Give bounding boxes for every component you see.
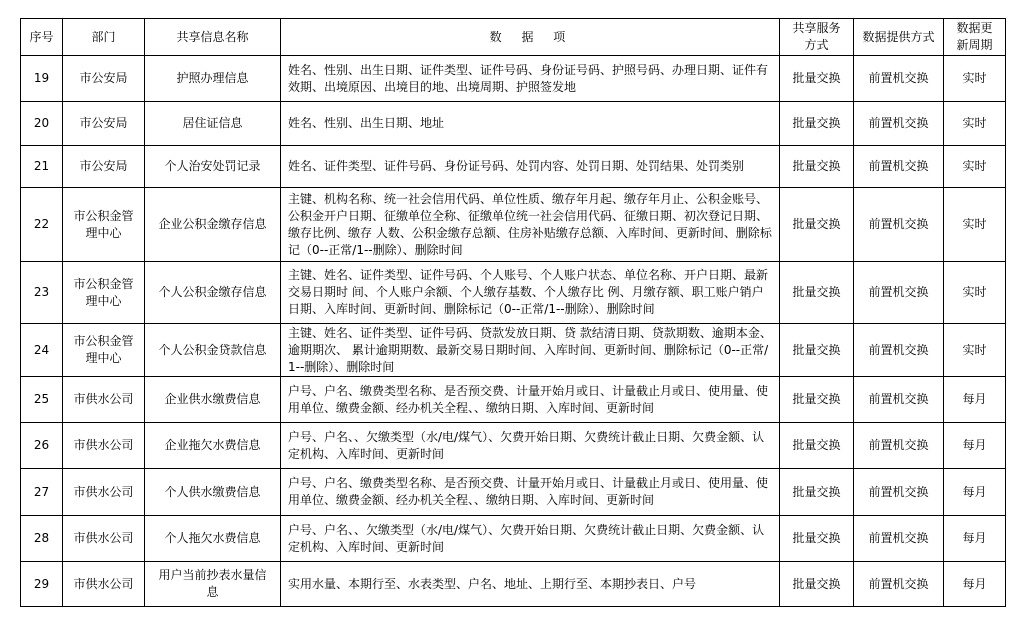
header-cycle: 数据更新周期 [944,19,1006,56]
service-cell: 批量交换 [780,377,854,423]
seq-cell: 20 [21,102,63,146]
provide-cell: 前置机交换 [854,188,944,262]
provide-cell: 前置机交换 [854,262,944,324]
dept-cell: 市供水公司 [63,562,145,607]
items-cell: 户号、户名、缴费类型名称、是否预交费、计量开始月或日、计量截止月或日、使用量、使用单位、缴费金额、经办机关全程、、缴纳日期、入库时间、更新时间 [281,377,780,423]
header-name: 共享信息名称 [145,19,281,56]
seq-cell: 19 [21,56,63,102]
name-cell: 居住证信息 [145,102,281,146]
name-cell: 护照办理信息 [145,56,281,102]
dept-cell: 市公积金管理中心 [63,324,145,377]
dept-cell: 市供水公司 [63,423,145,469]
name-cell: 个人公积金贷款信息 [145,324,281,377]
items-cell: 主键、姓名、证件类型、证件号码、个人账号、个人账户状态、单位名称、开户日期、最新交易日期时 间、个人账户余额、个人缴存基数、个人缴存比 例、月缴存额、职工账户销户日期、入库时间、更新时间、删除标记（0--正常/1--删除）、删除时间 [281,262,780,324]
seq-cell: 28 [21,516,63,562]
service-cell: 批量交换 [780,562,854,607]
seq-cell: 27 [21,469,63,516]
table-row [21,262,1006,324]
table-row [21,423,1006,469]
dept-cell: 市供水公司 [63,516,145,562]
seq-cell: 29 [21,562,63,607]
dept-cell: 市公安局 [63,56,145,102]
table-row [21,377,1006,423]
name-cell: 个人拖欠水费信息 [145,516,281,562]
items-cell: 实用水量、本期行至、水表类型、户名、地址、上期行至、本期抄表日、户号 [281,562,780,607]
provide-cell: 前置机交换 [854,102,944,146]
items-cell: 户号、户名、、欠缴类型（水/电/煤气）、欠费开始日期、欠费统计截止日期、欠费金额、认定机构、入库时间、更新时间 [281,516,780,562]
cycle-cell: 实时 [944,262,1006,324]
name-cell: 个人治安处罚记录 [145,146,281,188]
name-cell: 个人供水缴费信息 [145,469,281,516]
service-cell: 批量交换 [780,262,854,324]
provide-cell: 前置机交换 [854,377,944,423]
header-service: 共享服务方式 [780,19,854,56]
provide-cell: 前置机交换 [854,423,944,469]
table-row [21,146,1006,188]
cycle-cell: 每月 [944,562,1006,607]
items-cell: 户号、户名、、欠缴类型（水/电/煤气）、欠费开始日期、欠费统计截止日期、欠费金额、认定机构、入库时间、更新时间 [281,423,780,469]
items-cell: 姓名、性别、出生日期、证件类型、证件号码、身份证号码、护照号码、办理日期、证件有效期、出境原因、出境目的地、出境周期、护照签发地 [281,56,780,102]
items-cell: 姓名、性别、出生日期、地址 [281,102,780,146]
items-cell: 户号、户名、缴费类型名称、是否预交费、计量开始月或日、计量截止月或日、使用量、使用单位、缴费金额、经办机关全程、、缴纳日期、入库时间、更新时间 [281,469,780,516]
name-cell: 企业公积金缴存信息 [145,188,281,262]
seq-cell: 26 [21,423,63,469]
table-header-row [21,19,1006,56]
provide-cell: 前置机交换 [854,146,944,188]
cycle-cell: 实时 [944,56,1006,102]
cycle-cell: 实时 [944,146,1006,188]
name-cell: 企业拖欠水费信息 [145,423,281,469]
cycle-cell: 实时 [944,324,1006,377]
dept-cell: 市公积金管理中心 [63,262,145,324]
provide-cell: 前置机交换 [854,562,944,607]
service-cell: 批量交换 [780,188,854,262]
table-row [21,516,1006,562]
service-cell: 批量交换 [780,56,854,102]
items-cell: 主键、姓名、证件类型、证件号码、贷款发放日期、贷 款结清日期、贷款期数、逾期本金、逾期期次、 累计逾期期数、最新交易日期时间、入库时间、更新时间、删除标记（0--正常/1--删除）、删除时间 [281,324,780,377]
items-cell: 姓名、证件类型、证件号码、身份证号码、处罚内容、处罚日期、处罚结果、处罚类别 [281,146,780,188]
provide-cell: 前置机交换 [854,516,944,562]
cycle-cell: 每月 [944,469,1006,516]
service-cell: 批量交换 [780,146,854,188]
service-cell: 批量交换 [780,469,854,516]
table-row [21,562,1006,607]
service-cell: 批量交换 [780,102,854,146]
provide-cell: 前置机交换 [854,469,944,516]
service-cell: 批量交换 [780,324,854,377]
header-provide: 数据提供方式 [854,19,944,56]
cycle-cell: 实时 [944,102,1006,146]
table-row [21,324,1006,377]
items-cell: 主键、机构名称、统一社会信用代码、单位性质、缴存年月起、缴存年月止、公积金账号、公积金开户日期、征缴单位全称、征缴单位统一社会信用代码、征缴日期、初次登记日期、缴存比例、缴存 人数、公积金缴存总额、住房补贴缴存总额、入库时间、更新时间、删除标记（0--正常/1--删除）、删除时间 [281,188,780,262]
seq-cell: 21 [21,146,63,188]
cycle-cell: 每月 [944,423,1006,469]
provide-cell: 前置机交换 [854,56,944,102]
dept-cell: 市供水公司 [63,469,145,516]
table-row [21,188,1006,262]
dept-cell: 市公安局 [63,146,145,188]
header-items: 数 据 项 [281,19,780,56]
table-row [21,102,1006,146]
dept-cell: 市供水公司 [63,377,145,423]
provide-cell: 前置机交换 [854,324,944,377]
cycle-cell: 实时 [944,188,1006,262]
seq-cell: 23 [21,262,63,324]
seq-cell: 25 [21,377,63,423]
name-cell: 用户当前抄表水量信息 [145,562,281,607]
header-seq: 序号 [21,19,63,56]
dept-cell: 市公积金管理中心 [63,188,145,262]
service-cell: 批量交换 [780,516,854,562]
seq-cell: 24 [21,324,63,377]
header-dept: 部门 [63,19,145,56]
cycle-cell: 每月 [944,377,1006,423]
service-cell: 批量交换 [780,423,854,469]
cycle-cell: 每月 [944,516,1006,562]
dept-cell: 市公安局 [63,102,145,146]
shared-info-table [20,18,1006,607]
name-cell: 个人公积金缴存信息 [145,262,281,324]
seq-cell: 22 [21,188,63,262]
table-row [21,56,1006,102]
name-cell: 企业供水缴费信息 [145,377,281,423]
table-row [21,469,1006,516]
